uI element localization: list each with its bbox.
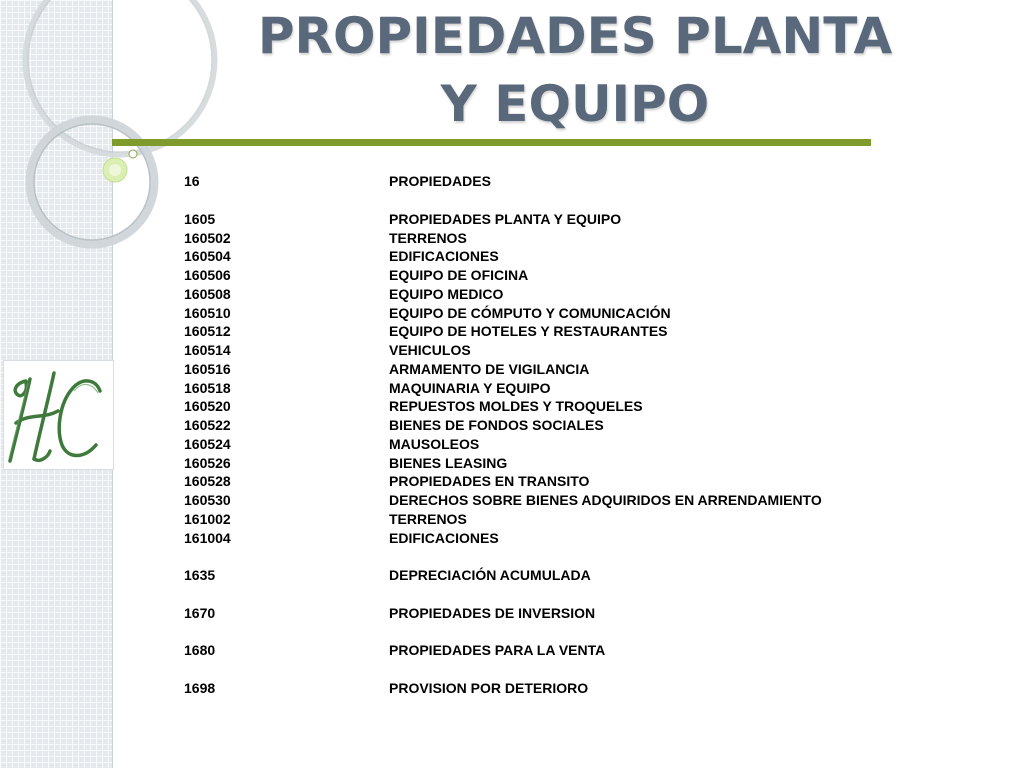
account-row — [184, 397, 904, 416]
account-row — [184, 491, 904, 510]
account-row — [184, 416, 904, 435]
account-code: 16 — [184, 173, 200, 190]
account-row — [184, 453, 904, 472]
account-row — [184, 285, 904, 304]
account-code: 160514 — [184, 342, 231, 359]
account-code: 1680 — [184, 642, 216, 659]
account-name: EDIFICACIONES — [389, 248, 499, 265]
account-code: 160516 — [184, 360, 231, 377]
account-name: TERRENOS — [389, 229, 467, 246]
account-code: 160508 — [184, 285, 231, 302]
title-divider — [112, 139, 871, 146]
page-title-line-1: PROPIEDADES PLANTA — [257, 7, 893, 65]
account-name: PROPIEDADES PARA LA VENTA — [389, 642, 606, 659]
account-code: 160528 — [184, 473, 231, 490]
account-row — [184, 641, 904, 660]
account-code: 160502 — [184, 229, 231, 246]
account-name: EQUIPO DE CÓMPUTO Y COMUNICACIÓN — [389, 304, 671, 321]
account-code: 1670 — [184, 604, 216, 621]
account-name: REPUESTOS MOLDES Y TROQUELES — [389, 398, 643, 415]
account-row — [184, 341, 904, 360]
account-row — [184, 322, 904, 341]
account-name: DERECHOS SOBRE BIENES ADQUIRIDOS EN ARRENDAMIENTO — [389, 492, 822, 509]
account-code: 1605 — [184, 210, 216, 227]
hc-monogram-icon — [4, 361, 113, 469]
account-list — [184, 172, 904, 697]
account-row — [184, 303, 904, 322]
page-title — [160, 2, 990, 138]
account-row — [184, 247, 904, 266]
account-code: 160504 — [184, 248, 231, 265]
account-code: 160530 — [184, 492, 231, 509]
account-name: EQUIPO MEDICO — [389, 285, 504, 302]
account-name: EQUIPO DE HOTELES Y RESTAURANTES — [389, 323, 668, 340]
page-title-line-2: Y EQUIPO — [440, 75, 710, 133]
account-code: 160526 — [184, 454, 231, 471]
account-name: DEPRECIACIÓN ACUMULADA — [389, 567, 591, 584]
account-code: 160518 — [184, 379, 231, 396]
account-row — [184, 378, 904, 397]
account-row — [184, 528, 904, 547]
account-name: PROPIEDADES PLANTA Y EQUIPO — [389, 210, 622, 227]
account-row — [184, 472, 904, 491]
account-code: 160506 — [184, 267, 231, 284]
account-code: 1698 — [184, 679, 216, 696]
account-row — [184, 435, 904, 454]
account-row — [184, 228, 904, 247]
account-name: ARMAMENTO DE VIGILANCIA — [389, 360, 590, 377]
account-code: 161002 — [184, 510, 231, 527]
account-name: PROPIEDADES — [389, 173, 491, 190]
account-row — [184, 266, 904, 285]
account-row — [184, 678, 904, 697]
account-row — [184, 210, 904, 229]
account-code: 160520 — [184, 398, 231, 415]
account-row — [184, 510, 904, 529]
account-code: 1635 — [184, 567, 216, 584]
account-name: PROPIEDADES DE INVERSION — [389, 604, 596, 621]
account-code: 160510 — [184, 304, 231, 321]
account-name: EQUIPO DE OFICINA — [389, 267, 529, 284]
account-name: EDIFICACIONES — [389, 529, 499, 546]
account-code: 160512 — [184, 323, 231, 340]
account-row — [184, 566, 904, 585]
account-name: BIENES DE FONDOS SOCIALES — [389, 417, 604, 434]
account-code: 160524 — [184, 435, 231, 452]
account-name: PROPIEDADES EN TRANSITO — [389, 473, 590, 490]
account-name: TERRENOS — [389, 510, 467, 527]
hc-logo — [3, 360, 114, 470]
account-code: 161004 — [184, 529, 231, 546]
account-name: MAUSOLEOS — [389, 435, 480, 452]
account-row — [184, 172, 904, 191]
account-name: PROVISION POR DETERIORO — [389, 679, 589, 696]
account-row — [184, 360, 904, 379]
account-code: 160522 — [184, 417, 231, 434]
account-name: MAQUINARIA Y EQUIPO — [389, 379, 551, 396]
account-name: VEHICULOS — [389, 342, 471, 359]
account-row — [184, 603, 904, 622]
account-name: BIENES LEASING — [389, 454, 508, 471]
